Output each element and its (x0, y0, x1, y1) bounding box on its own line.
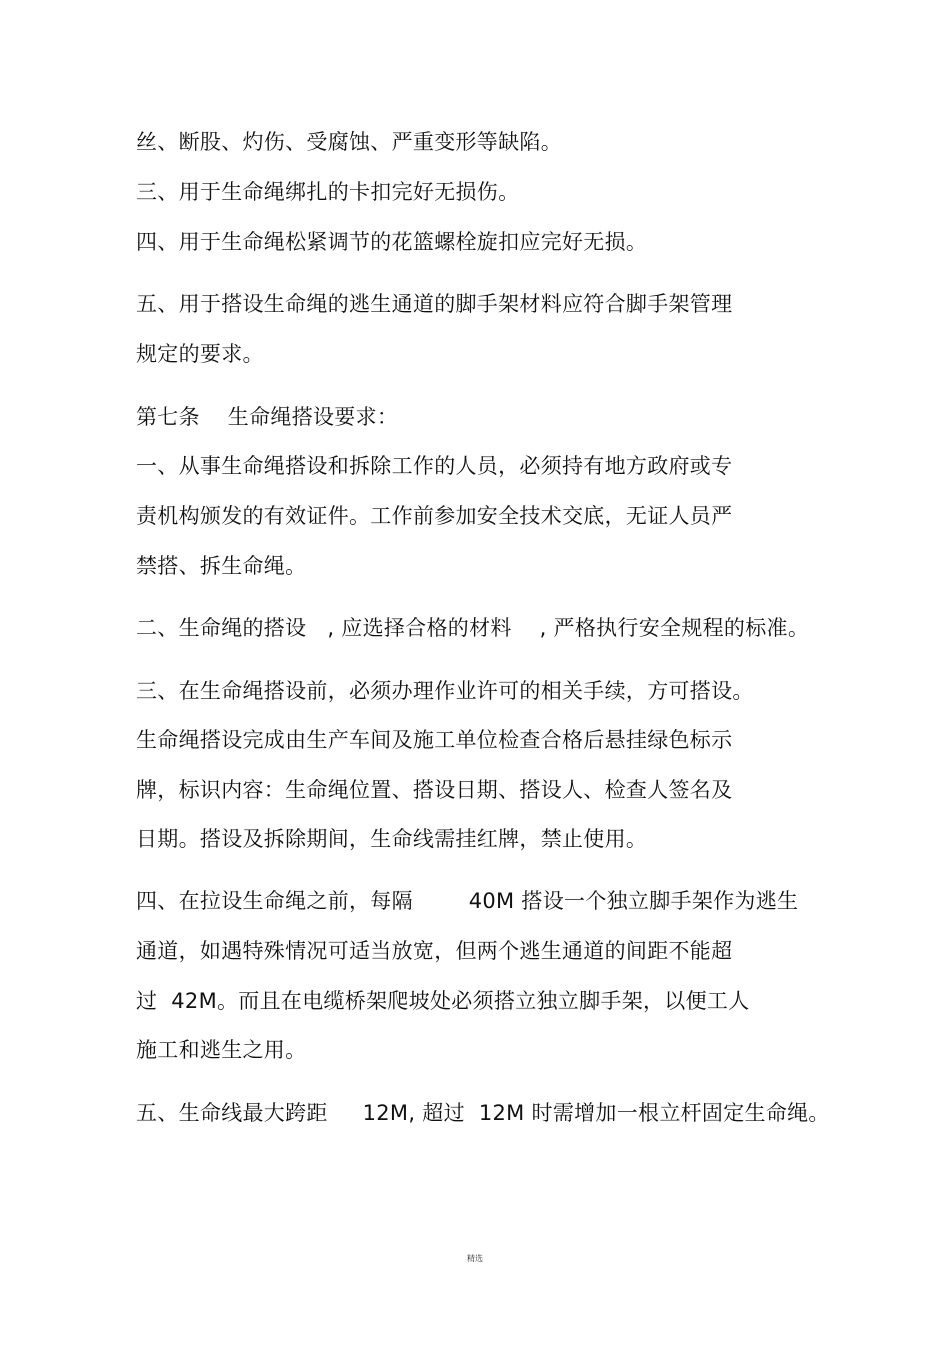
page-footer: 精选 (467, 1254, 483, 1263)
text-line: 三、在生命绳搭设前，必须办理作业许可的相关手续，方可搭设。 (136, 679, 754, 703)
text-line: 丝、断股、灼伤、受腐蚀、严重变形等缺陷。 (136, 130, 562, 154)
text-line: 牌，标识内容：生命绳位置、搭设日期、搭设人、检查人签名及 (136, 778, 733, 802)
text-line: 日期。搭设及拆除期间，生命线需挂红牌，禁止使用。 (136, 827, 648, 851)
text-line: 施工和逃生之用。 (136, 1038, 307, 1062)
text-line: 禁搭、拆生命绳。 (136, 554, 307, 578)
text-line: 通道，如遇特殊情况可适当放宽，但两个逃生通道的间距不能超 (136, 939, 733, 963)
text-line: 四、用于生命绳松紧调节的花篮螺栓旋扣应完好无损。 (136, 230, 648, 254)
text-line: 二、生命绳的搭设 , 应选择合格的材料 , 严格执行安全规程的标准。 (136, 616, 810, 640)
text-line: 四、在拉设生命绳之前，每隔 40M 搭设一个独立脚手架作为逃生 (136, 889, 799, 913)
text-line: 五、生命线最大跨距 12M, 超过 12M 时需增加一根立杆固定生命绳。 (136, 1101, 830, 1125)
text-line: 三、用于生命绳绑扎的卡扣完好无损伤。 (136, 180, 520, 204)
text-line: 五、用于搭设生命绳的逃生通道的脚手架材料应符合脚手架管理 (136, 292, 733, 316)
section-heading: 第七条 生命绳搭设要求： (136, 405, 399, 429)
text-line: 一、从事生命绳搭设和拆除工作的人员，必须持有地方政府或专 (136, 454, 733, 478)
text-line: 生命绳搭设完成由生产车间及施工单位检查合格后悬挂绿色标示 (136, 728, 733, 752)
text-line: 过 42M。而且在电缆桥架爬坡处必须搭立独立脚手架，以便工人 (136, 989, 750, 1013)
text-line: 规定的要求。 (136, 342, 264, 366)
text-line: 责机构颁发的有效证件。工作前参加安全技术交底，无证人员严 (136, 504, 733, 528)
